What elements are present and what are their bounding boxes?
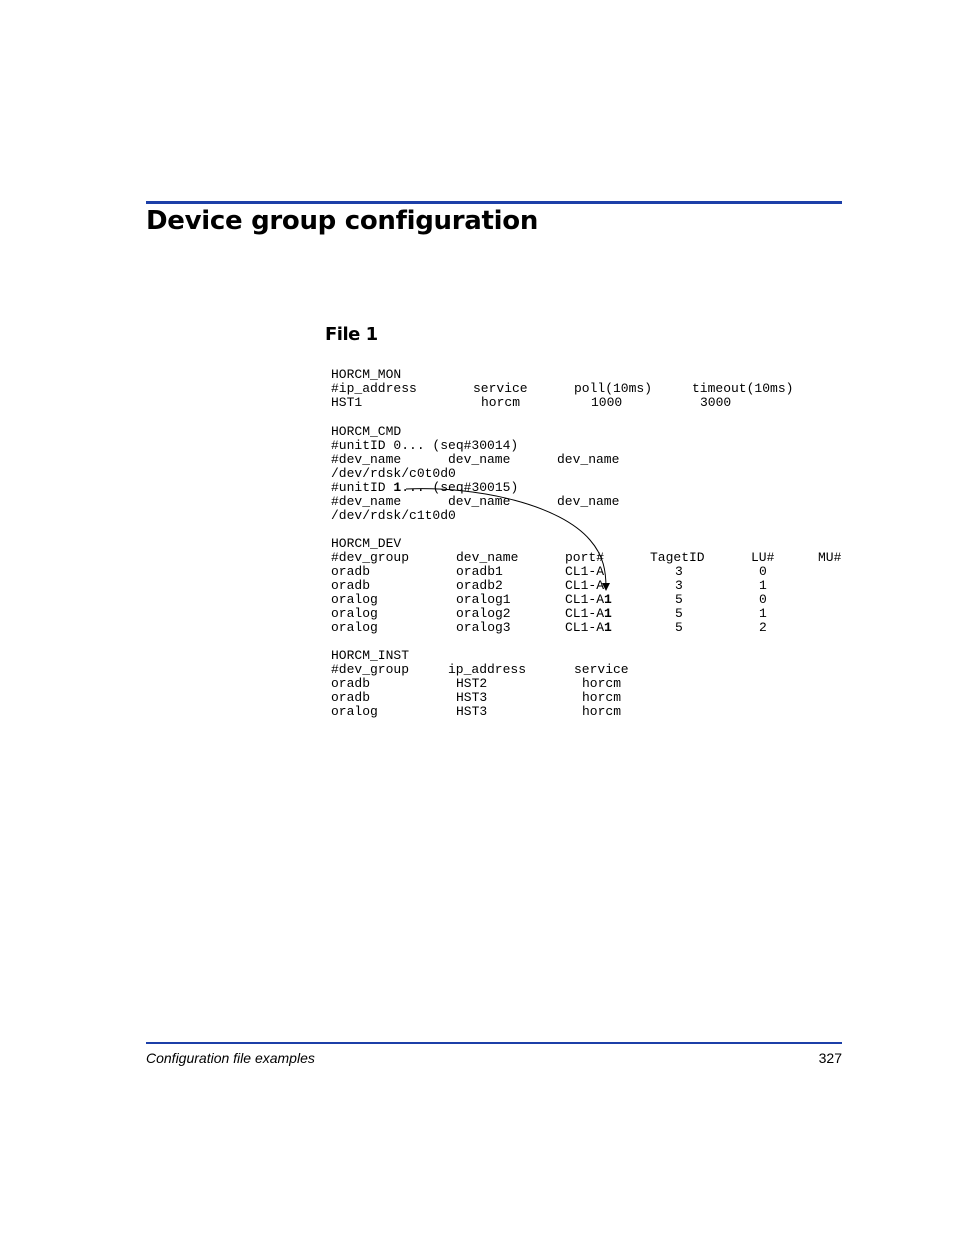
horcm-inst-header: HORCM_INST [331,648,410,663]
cmd-dev1: /dev/rdsk/c1t0d0 [331,508,456,523]
dev-row3-name: oralog1 [456,592,511,607]
cmd-col1-c: dev_name [557,494,620,509]
dev-row5-port-text: CL1-A [565,620,605,635]
arrow-path [406,489,606,588]
dev-row5-target: 5 [675,620,683,635]
mon-col-poll: poll(10ms) [574,381,653,396]
cmd-unit0: #unitID 0... (seq#30014) [331,438,519,453]
inst-row1-service: horcm [582,676,622,691]
inst-row1-ip: HST2 [456,676,488,691]
mon-val-poll: 1000 [591,395,623,410]
horcm-mon-header: HORCM_MON [331,367,402,382]
page-title: Device group configuration [146,206,539,236]
dev-row4-group: oralog [331,606,378,621]
cmd-col0-a: #dev_name [331,452,402,467]
dev-row2-target: 3 [675,578,683,593]
inst-row3-service: horcm [582,704,622,719]
cmd-col0-c: dev_name [557,452,620,467]
dev-row5-group: oralog [331,620,378,635]
dev-row2-port-text: CL1-A [565,578,605,593]
dev-row3-port-bold: 1 [604,592,612,607]
dev-col-lu: LU# [751,550,775,565]
dev-row5-port-bold: 1 [604,620,612,635]
mon-col-ip: #ip_address [331,381,417,396]
bottom-rule [146,1042,842,1044]
dev-row5-lu: 2 [759,620,767,635]
dev-col-port: port# [565,550,605,565]
dev-row2-lu: 1 [759,578,767,593]
horcm-dev-header: HORCM_DEV [331,536,402,551]
dev-row5-name: oralog3 [456,620,511,635]
inst-row2-group: oradb [331,690,371,705]
inst-row3-ip: HST3 [456,704,488,719]
inst-row3-group: oralog [331,704,378,719]
inst-row2-ip: HST3 [456,690,488,705]
inst-row1-group: oradb [331,676,371,691]
dev-row1-port-text: CL1-A [565,564,605,579]
cmd-dev0: /dev/rdsk/c0t0d0 [331,466,456,481]
dev-row4-port-bold: 1 [604,606,612,621]
cmd-unit1-bold: 1 [393,480,402,495]
dev-row4-target: 5 [675,606,683,621]
footer-page-number: 327 [818,1050,842,1066]
footer-chapter: Configuration file examples [146,1050,315,1066]
dev-row1-group: oradb [331,564,371,579]
dev-row3-group: oralog [331,592,378,607]
cmd-unit1-pre: #unitID [331,480,394,495]
mon-col-service: service [473,381,528,396]
dev-col-name: dev_name [456,550,519,565]
dev-row2-name: oradb2 [456,578,503,593]
dev-col-target: TagetID [650,550,705,565]
dev-row4-name: oralog2 [456,606,511,621]
inst-row2-service: horcm [582,690,622,705]
cmd-col1-b: dev_name [448,494,511,509]
dev-row3-lu: 0 [759,592,767,607]
horcm-cmd-header: HORCM_CMD [331,424,402,439]
inst-col-group: #dev_group [331,662,410,677]
cmd-col0-b: dev_name [448,452,511,467]
inst-col-service: service [574,662,629,677]
dev-row2-group: oradb [331,578,371,593]
dev-row4-port-text: CL1-A [565,606,605,621]
dev-row1-lu: 0 [759,564,767,579]
dev-row1-target: 3 [675,564,683,579]
inst-col-ip: ip_address [448,662,527,677]
mon-col-timeout: timeout(10ms) [692,381,794,396]
mon-val-timeout: 3000 [700,395,732,410]
mon-val-ip: HST1 [331,395,363,410]
dev-row3-target: 5 [675,592,683,607]
cmd-col1-a: #dev_name [331,494,402,509]
cmd-unit1-post: ... (seq#30015) [401,480,519,495]
section-title: File 1 [325,324,378,345]
dev-row4-lu: 1 [759,606,767,621]
mon-val-service: horcm [481,395,521,410]
dev-col-mu: MU# [818,550,842,565]
dev-row1-name: oradb1 [456,564,503,579]
dev-row3-port-text: CL1-A [565,592,605,607]
dev-col-group: #dev_group [331,550,410,565]
